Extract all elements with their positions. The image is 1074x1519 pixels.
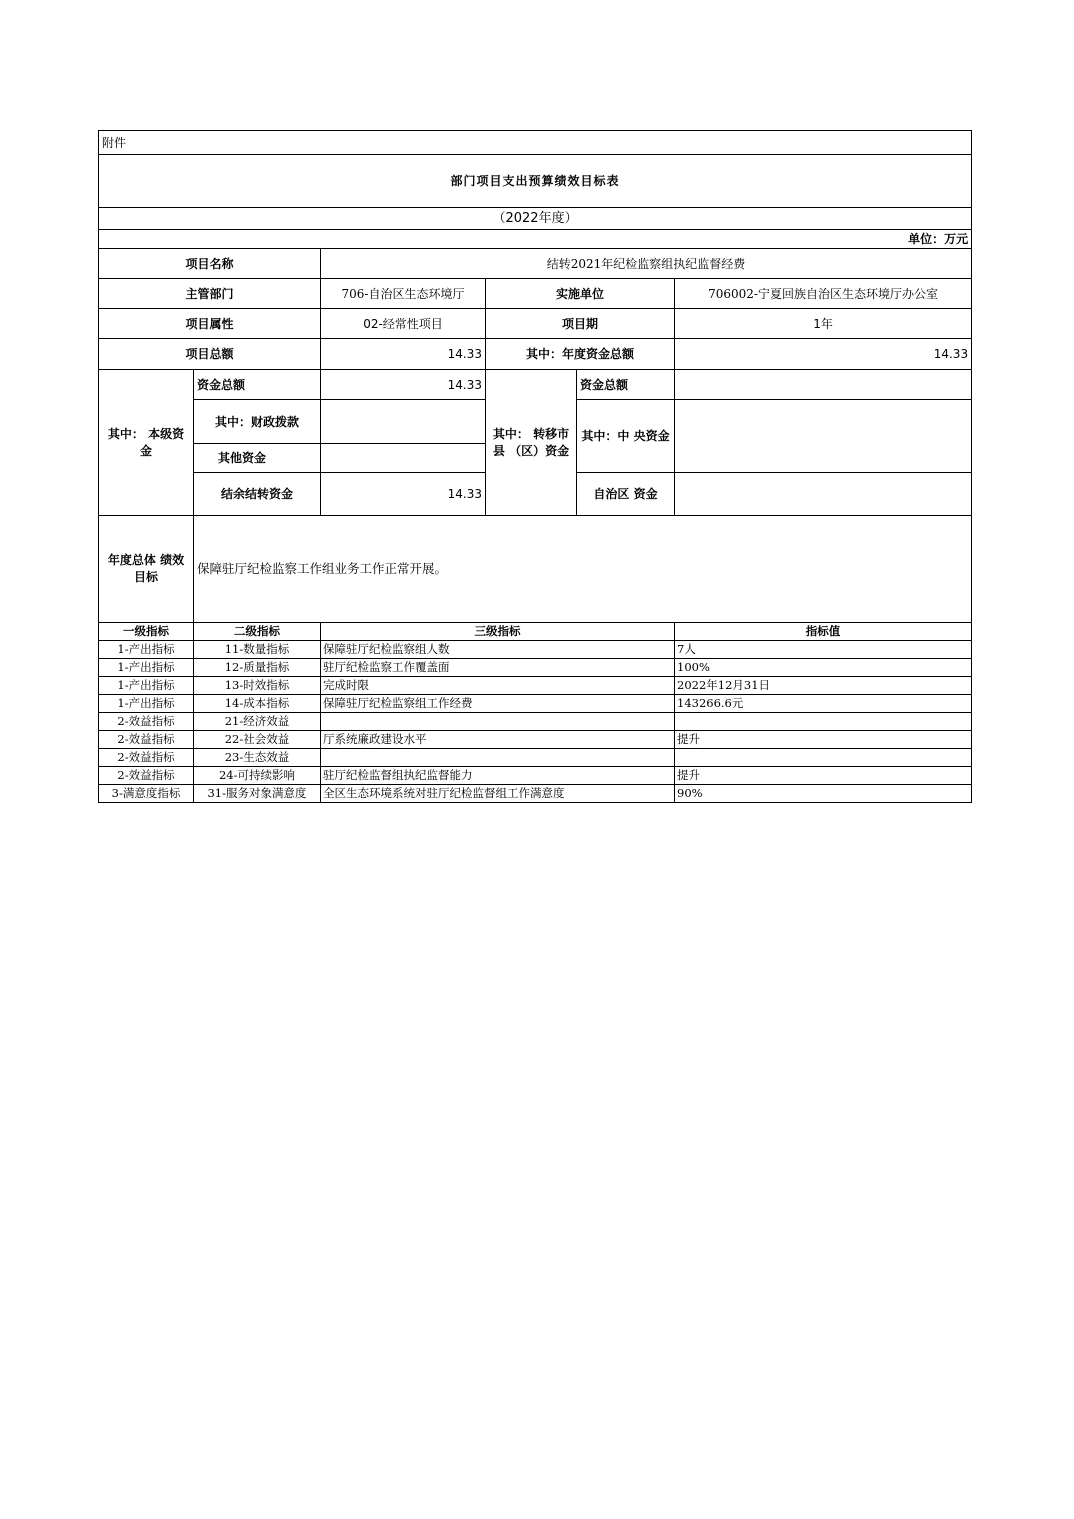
- indicator-level3: 驻厅纪检监察工作覆盖面: [321, 659, 675, 677]
- indicator-level1: 2-效益指标: [99, 767, 194, 785]
- indicator-row: [99, 677, 972, 695]
- period-value: 1年: [675, 309, 972, 339]
- region-funds-value: [675, 473, 972, 516]
- project-name-label: 项目名称: [99, 249, 321, 279]
- indicator-level3: 完成时限: [321, 677, 675, 695]
- indicator-value: [675, 749, 972, 767]
- attachment-label: 附件: [99, 131, 972, 155]
- header-value: 指标值: [675, 623, 972, 641]
- attr-value: 02-经常性项目: [321, 309, 486, 339]
- other-funds-value: [321, 444, 486, 473]
- goal-label: 年度总体 绩效目标: [99, 516, 194, 623]
- impl-value: 706002-宁夏回族自治区生态环境厅办公室: [675, 279, 972, 309]
- region-funds-label: 自治区 资金: [577, 473, 675, 516]
- other-funds-label: 其他资金: [194, 444, 321, 473]
- indicator-level3: 全区生态环境系统对驻厅纪检监督组工作满意度: [321, 785, 675, 803]
- own-total-label: 资金总额: [194, 370, 321, 400]
- indicator-level1: 1-产出指标: [99, 659, 194, 677]
- performance-target-sheet: [98, 130, 971, 803]
- carry-funds-label: 结余结转资金: [194, 473, 321, 516]
- goal-text: 保障驻厅纪检监察工作组业务工作正常开展。: [194, 516, 972, 623]
- indicator-level3: 驻厅纪检监督组执纪监督能力: [321, 767, 675, 785]
- header-level2: 二级指标: [194, 623, 321, 641]
- annual-value: 14.33: [675, 339, 972, 370]
- indicator-value: 2022年12月31日: [675, 677, 972, 695]
- project-name-value: 结转2021年纪检监察组执纪监督经费: [321, 249, 972, 279]
- indicator-level1: 1-产出指标: [99, 677, 194, 695]
- indicator-level3: [321, 749, 675, 767]
- indicator-level1: 2-效益指标: [99, 731, 194, 749]
- indicator-level3: [321, 713, 675, 731]
- impl-label: 实施单位: [486, 279, 675, 309]
- period-label: 项目期: [486, 309, 675, 339]
- indicator-level2: 13-时效指标: [194, 677, 321, 695]
- indicator-value: 100%: [675, 659, 972, 677]
- indicator-row: [99, 731, 972, 749]
- carry-funds-value: 14.33: [321, 473, 486, 516]
- fiscal-label: 其中：财政拨款: [194, 400, 321, 444]
- fiscal-value: [321, 400, 486, 444]
- indicator-row: [99, 785, 972, 803]
- indicator-row: [99, 713, 972, 731]
- dept-value: 706-自治区生态环境厅: [321, 279, 486, 309]
- indicator-value: 143266.6元: [675, 695, 972, 713]
- indicator-row: [99, 641, 972, 659]
- indicator-row: [99, 695, 972, 713]
- indicator-level2: 21-经济效益: [194, 713, 321, 731]
- central-funds-value: [675, 400, 972, 473]
- indicator-level3: 保障驻厅纪检监察组人数: [321, 641, 675, 659]
- indicator-value: 90%: [675, 785, 972, 803]
- unit-label: 单位：万元: [99, 230, 972, 249]
- indicator-level1: 2-效益指标: [99, 749, 194, 767]
- total-label: 项目总额: [99, 339, 321, 370]
- indicator-level1: 1-产出指标: [99, 695, 194, 713]
- header-level1: 一级指标: [99, 623, 194, 641]
- transfer-total-value: [675, 370, 972, 400]
- indicator-row: [99, 659, 972, 677]
- indicator-level2: 23-生态效益: [194, 749, 321, 767]
- dept-label: 主管部门: [99, 279, 321, 309]
- total-value: 14.33: [321, 339, 486, 370]
- indicator-table: [98, 622, 972, 803]
- indicator-level2: 11-数量指标: [194, 641, 321, 659]
- year-label: （2022年度）: [99, 208, 972, 230]
- annual-label: 其中：年度资金总额: [486, 339, 675, 370]
- indicator-level3: 厅系统廉政建设水平: [321, 731, 675, 749]
- indicator-level2: 12-质量指标: [194, 659, 321, 677]
- indicator-value: 提升: [675, 767, 972, 785]
- indicator-value: 提升: [675, 731, 972, 749]
- indicator-header-row: [99, 623, 972, 641]
- indicator-level1: 2-效益指标: [99, 713, 194, 731]
- indicator-value: 7人: [675, 641, 972, 659]
- indicator-level2: 22-社会效益: [194, 731, 321, 749]
- central-funds-label: 其中：中 央资金: [577, 400, 675, 473]
- indicator-level3: 保障驻厅纪检监察组工作经费: [321, 695, 675, 713]
- own-funds-label: 其中： 本级资金: [99, 370, 194, 516]
- page-title: 部门项目支出预算绩效目标表: [99, 155, 972, 208]
- attr-label: 项目属性: [99, 309, 321, 339]
- indicator-level2: 31-服务对象满意度: [194, 785, 321, 803]
- indicator-value: [675, 713, 972, 731]
- indicator-row: [99, 767, 972, 785]
- transfer-funds-label: 其中： 转移市县 （区）资金: [486, 370, 577, 516]
- main-table: [98, 130, 972, 623]
- transfer-total-label: 资金总额: [577, 370, 675, 400]
- indicator-level2: 24-可持续影响: [194, 767, 321, 785]
- indicator-level1: 1-产出指标: [99, 641, 194, 659]
- header-level3: 三级指标: [321, 623, 675, 641]
- indicator-level2: 14-成本指标: [194, 695, 321, 713]
- own-total-value: 14.33: [321, 370, 486, 400]
- indicator-level1: 3-满意度指标: [99, 785, 194, 803]
- indicator-row: [99, 749, 972, 767]
